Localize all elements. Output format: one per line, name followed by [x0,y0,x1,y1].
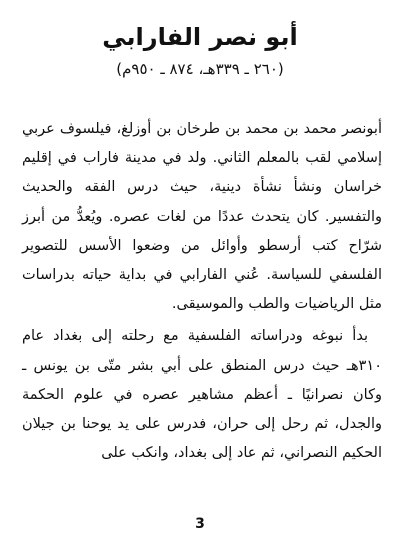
body-text [22,115,382,468]
paragraph: أبونصر محمد بن محمد بن طرخان بن أوزلغ، فيلسوف عربي إسلامي لقب بالمعلم الثاني. ولد في مدينة فاراب في إقليم خراسان ونشأ نشأة دينية، حيث درس الفقه والحديث والتفسير. كان يتحدث عددًا من لغات عصره. ويُعدُّ من أبرز شرّاح كتب أرسطو وأوائل من وضعوا الأسس للتصوير الفلسفي للسياسة. عُني الفارابي في بداية حياته بدراسات مثل الرياضيات والطب والموسيقى. [22,121,382,313]
paragraph: بدأ نبوغه ودراساته الفلسفية مع رحلته إلى بغداد عام ٣١٠هـ حيث درس المنطق على أبي بشر متّى بن يونس ـ وكان نصرانيًا ـ أعظم مشاهير عصره في علوم الحكمة والجدل، ثم رحل إلى حران، فدرس على يد يوحنا بن جيلان الحكيم النصراني، ثم عاد إلى بغداد، وانكب على [22,328,382,462]
page-title: أبو نصر الفارابي [102,23,298,51]
lifespan-dates: (٢٦٠ ـ ٣٣٩هـ، ٨٧٤ ـ ٩٥٠م) [116,60,284,78]
page-number: 3 [195,516,205,532]
